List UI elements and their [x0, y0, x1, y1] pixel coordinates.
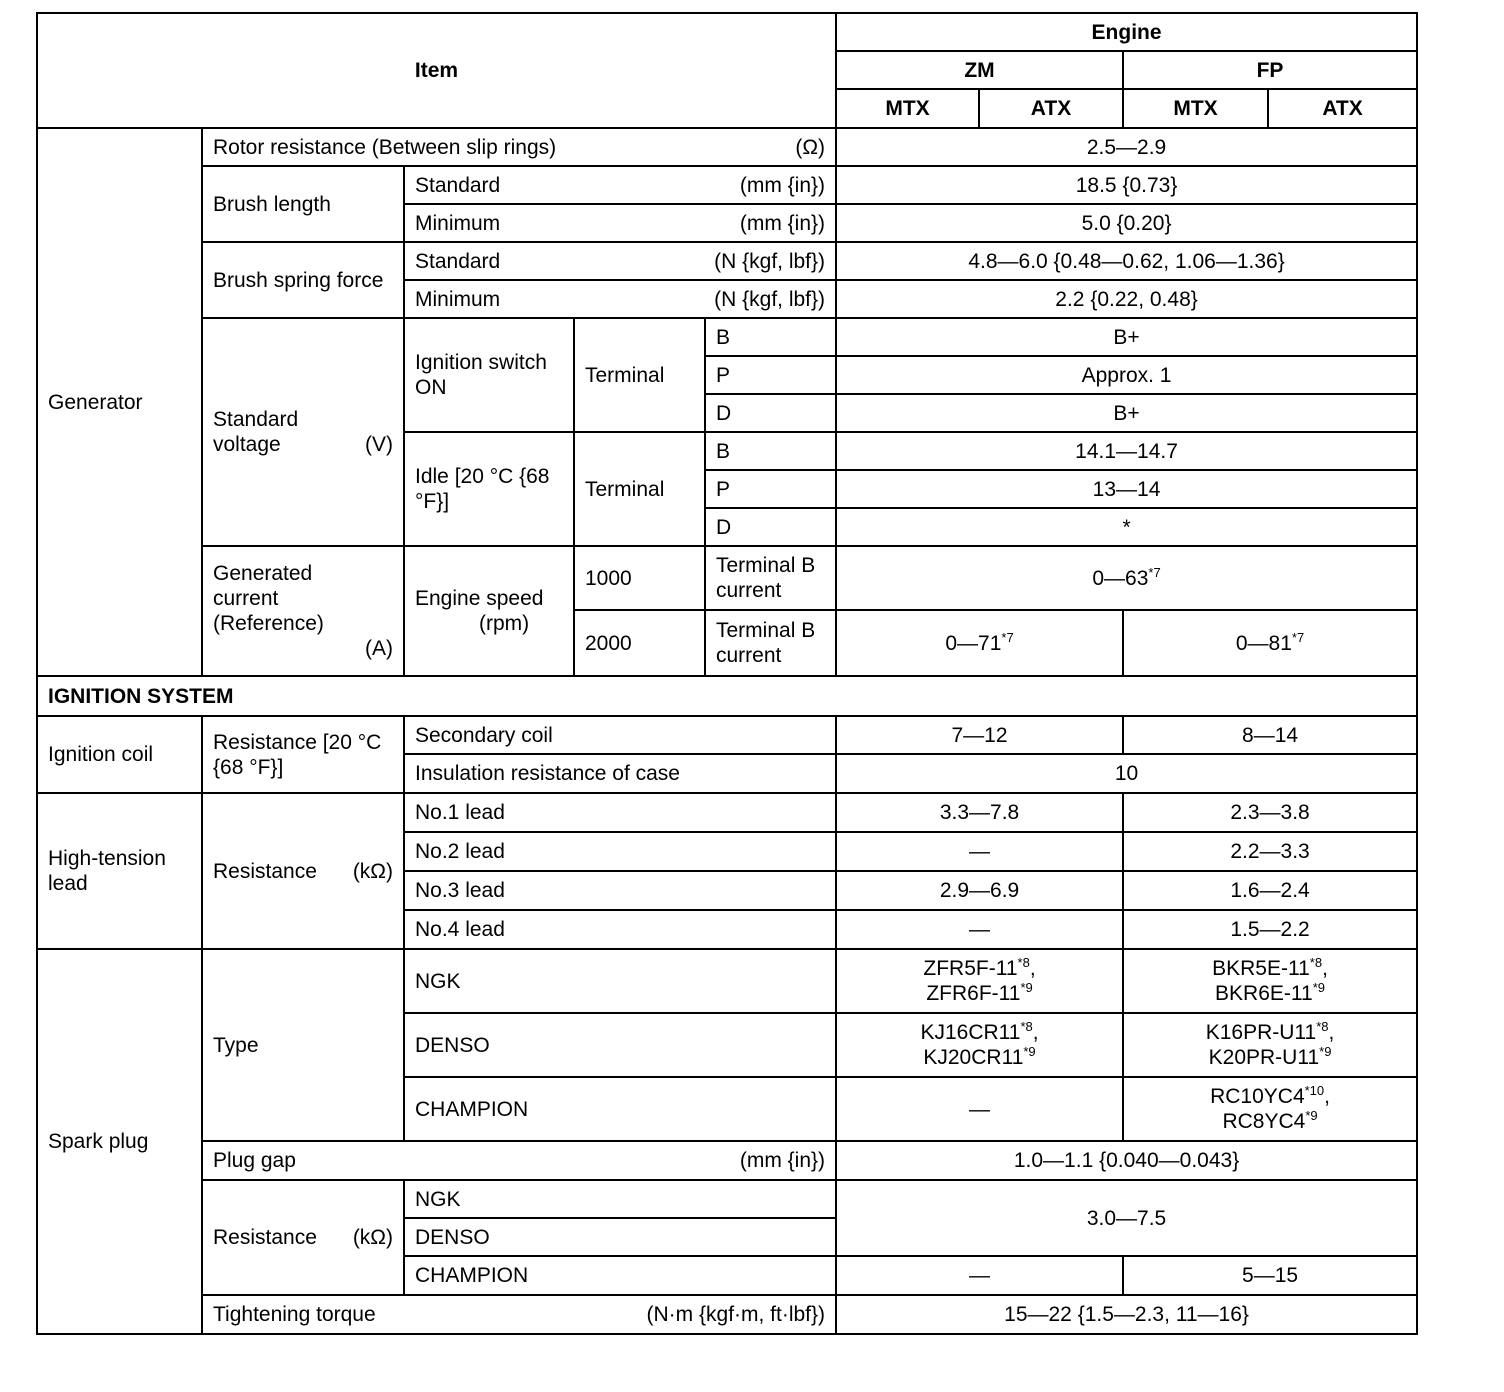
- ignition-on-terminal-p: P: [705, 356, 836, 394]
- zm-mtx-header: MTX: [836, 89, 979, 128]
- ngk-zm-comma: ,: [1029, 957, 1036, 980]
- brush-length-standard-cell: [404, 166, 836, 204]
- current-2000-zm-value: [836, 610, 1123, 676]
- plug-resistance-unit: (kΩ): [352, 1226, 393, 1249]
- ngk-zm-part-2: ZFR6F-11: [926, 982, 1021, 1005]
- ignition-on-terminal-label: Terminal: [574, 318, 705, 432]
- tightening-torque-label: Tightening torque: [213, 1303, 376, 1326]
- denso-fp-line-1: [1134, 1020, 1406, 1045]
- brush-length-minimum-value: 5.0 {0.20}: [836, 204, 1417, 242]
- engine-speed-label: Engine speed: [415, 587, 544, 610]
- ngk-fp-note-2: *9: [1312, 980, 1326, 995]
- denso-zm-note-1: *8: [1020, 1019, 1033, 1034]
- denso-zm-part-2: KJ20CR11: [923, 1046, 1024, 1069]
- secondary-coil-zm-value: 7—12: [836, 716, 1123, 754]
- current-2000-fp-number: 0—81: [1235, 631, 1292, 655]
- denso-zm-note-2: *9: [1023, 1044, 1036, 1059]
- brush-length-minimum-label: Minimum: [415, 211, 501, 235]
- ignition-on-terminal-b: B: [705, 318, 836, 356]
- speed-2000: 2000: [574, 610, 705, 676]
- idle-terminal-b: B: [705, 432, 836, 470]
- item-header: Item: [37, 13, 836, 128]
- rotor-resistance-label: Rotor resistance (Between slip rings): [213, 135, 557, 159]
- spark-plug-label: Spark plug: [37, 949, 202, 1334]
- denso-zm-line-1: [847, 1020, 1112, 1045]
- denso-zm-comma: ,: [1032, 1021, 1039, 1044]
- generator-label: Generator: [37, 128, 202, 676]
- champion-fp-note-1: *10: [1304, 1083, 1325, 1098]
- denso-fp-value: [1123, 1013, 1417, 1077]
- ignition-coil-resistance-label: Resistance [20 °C {68 °F}]: [202, 716, 404, 793]
- denso-fp-note-2: *9: [1319, 1044, 1332, 1059]
- rotor-resistance-value: 2.5—2.9: [836, 128, 1417, 166]
- brush-length-standard-label: Standard: [415, 173, 501, 197]
- generated-current-unit: (A): [365, 637, 393, 660]
- standard-voltage-unit: (V): [365, 433, 393, 456]
- brush-spring-minimum-cell: [404, 280, 836, 318]
- idle-terminal-p: P: [705, 470, 836, 508]
- denso-type-label: DENSO: [404, 1013, 836, 1077]
- idle-label: Idle [20 °C {68 °F}]: [404, 432, 574, 546]
- idle-terminal-d: D: [705, 508, 836, 546]
- brush-spring-standard-value: 4.8—6.0 {0.48—0.62, 1.06—1.36}: [836, 242, 1417, 280]
- brush-spring-standard-cell: [404, 242, 836, 280]
- brush-spring-minimum-label: Minimum: [415, 287, 501, 311]
- engine-header: Engine: [836, 13, 1417, 51]
- spark-plug-type-label: Type: [202, 949, 404, 1141]
- idle-terminal-d-value: *: [836, 508, 1417, 546]
- denso-zm-value: [836, 1013, 1123, 1077]
- champion-zm-value: —: [836, 1077, 1123, 1141]
- brush-length-minimum-cell: [404, 204, 836, 242]
- secondary-coil-label: Secondary coil: [404, 716, 836, 754]
- zm-atx-header: ATX: [979, 89, 1123, 128]
- zm-header: ZM: [836, 51, 1123, 89]
- plug-resistance-cell: [202, 1180, 404, 1295]
- speed-1000: 1000: [574, 546, 705, 610]
- ngk-zm-part-1: ZFR5F-11: [923, 957, 1018, 980]
- current-1000-number: 0—63: [1092, 566, 1149, 590]
- terminal-b-current-1000: Terminal B current: [705, 546, 836, 610]
- lead-2-label: No.2 lead: [404, 832, 836, 871]
- brush-length-standard-unit: (mm {in}): [739, 173, 826, 197]
- denso-fp-part-1: K16PR-U11: [1205, 1021, 1317, 1044]
- brush-spring-label: Brush spring force: [202, 242, 404, 318]
- ngk-fp-line-2: [1134, 981, 1406, 1006]
- ngk-fp-value: [1123, 949, 1417, 1013]
- ngk-zm-note-2: *9: [1020, 980, 1033, 995]
- plug-resistance-ngk: NGK: [404, 1180, 836, 1218]
- ngk-fp-note-1: *8: [1309, 955, 1323, 970]
- denso-fp-note-1: *8: [1316, 1019, 1329, 1034]
- plug-resistance-denso: DENSO: [404, 1218, 836, 1256]
- plug-resistance-champion: CHAMPION: [404, 1256, 836, 1295]
- denso-fp-part-2: K20PR-U11: [1208, 1046, 1320, 1069]
- lead-4-zm-value: —: [836, 910, 1123, 949]
- lead-2-fp-value: 2.2—3.3: [1123, 832, 1417, 871]
- ngk-zm-line-2: [847, 981, 1112, 1006]
- fp-header: FP: [1123, 51, 1417, 89]
- terminal-b-current-2000: Terminal B current: [705, 610, 836, 676]
- brush-length-standard-value: 18.5 {0.73}: [836, 166, 1417, 204]
- plug-gap-cell: [202, 1141, 836, 1180]
- lead-2-zm-value: —: [836, 832, 1123, 871]
- idle-terminal-b-value: 14.1—14.7: [836, 432, 1417, 470]
- ht-lead-resistance-label: Resistance: [213, 859, 317, 883]
- tightening-torque-unit: (N·m {kgf·m, ft·lbf}): [646, 1303, 826, 1326]
- standard-voltage-label: Standard voltage: [213, 408, 299, 456]
- fp-mtx-header: MTX: [1123, 89, 1268, 128]
- ngk-zm-value: [836, 949, 1123, 1013]
- insulation-resistance-value: 10: [836, 754, 1417, 793]
- current-1000-note: *7: [1148, 564, 1161, 580]
- plug-resistance-champion-zm-value: —: [836, 1256, 1123, 1295]
- plug-resistance-label: Resistance: [213, 1226, 317, 1249]
- tightening-torque-value: 15—22 {1.5—2.3, 11—16}: [836, 1295, 1417, 1334]
- generated-current-cell: [202, 546, 404, 676]
- engine-speed-unit: (rpm): [479, 612, 530, 635]
- engine-speed-cell: [404, 546, 574, 676]
- lead-1-zm-value: 3.3—7.8: [836, 793, 1123, 832]
- ht-lead-resistance-cell: [202, 793, 404, 949]
- ignition-on-terminal-b-value: B+: [836, 318, 1417, 356]
- ignition-on-terminal-p-value: Approx. 1: [836, 356, 1417, 394]
- current-2000-fp-value: [1123, 610, 1417, 676]
- ignition-on-label: Ignition switch ON: [404, 318, 574, 432]
- current-1000-value: [836, 546, 1417, 610]
- current-2000-fp-note: *7: [1291, 629, 1305, 645]
- plug-gap-unit: (mm {in}): [739, 1149, 826, 1172]
- champion-fp-part-1: RC10YC4: [1210, 1085, 1305, 1108]
- lead-3-label: No.3 lead: [404, 871, 836, 910]
- rotor-resistance-cell: [202, 128, 836, 166]
- insulation-resistance-label: Insulation resistance of case: [404, 754, 836, 793]
- champion-fp-comma: ,: [1324, 1085, 1330, 1108]
- ngk-zm-note-1: *8: [1017, 955, 1030, 970]
- ngk-zm-line-1: [847, 956, 1112, 981]
- plug-resistance-champion-fp-value: 5—15: [1123, 1256, 1417, 1295]
- champion-fp-value: [1123, 1077, 1417, 1141]
- lead-3-zm-value: 2.9—6.9: [836, 871, 1123, 910]
- denso-fp-line-2: [1134, 1045, 1406, 1070]
- specification-table: [36, 12, 1418, 1335]
- champion-fp-note-2: *9: [1305, 1108, 1318, 1123]
- idle-terminal-label: Terminal: [574, 432, 705, 546]
- brush-spring-standard-unit: (N {kgf, lbf}): [714, 249, 826, 273]
- generated-current-label: Generated current (Reference): [213, 562, 324, 635]
- idle-terminal-p-value: 13—14: [836, 470, 1417, 508]
- lead-4-label: No.4 lead: [404, 910, 836, 949]
- lead-1-label: No.1 lead: [404, 793, 836, 832]
- lead-4-fp-value: 1.5—2.2: [1123, 910, 1417, 949]
- ignition-coil-label: Ignition coil: [37, 716, 202, 793]
- brush-spring-minimum-value: 2.2 {0.22, 0.48}: [836, 280, 1417, 318]
- standard-voltage-cell: [202, 318, 404, 546]
- ignition-on-terminal-d-value: B+: [836, 394, 1417, 432]
- ignition-system-heading: IGNITION SYSTEM: [37, 676, 1417, 716]
- plug-gap-label: Plug gap: [213, 1149, 296, 1172]
- rotor-resistance-unit: (Ω): [795, 135, 826, 159]
- denso-zm-part-1: KJ16CR11: [920, 1021, 1021, 1044]
- denso-fp-comma: ,: [1328, 1021, 1335, 1044]
- lead-3-fp-value: 1.6—2.4: [1123, 871, 1417, 910]
- ngk-fp-part-1: BKR5E-11: [1212, 957, 1310, 980]
- current-2000-zm-number: 0—71: [945, 631, 1002, 655]
- lead-1-fp-value: 2.3—3.8: [1123, 793, 1417, 832]
- plug-resistance-ngk-denso-value: 3.0—7.5: [836, 1180, 1417, 1256]
- plug-gap-value: 1.0—1.1 {0.040—0.043}: [836, 1141, 1417, 1180]
- champion-fp-part-2: RC8YC4: [1222, 1110, 1306, 1133]
- ngk-fp-part-2: BKR6E-11: [1215, 982, 1313, 1005]
- ngk-fp-comma: ,: [1322, 957, 1328, 980]
- tightening-torque-cell: [202, 1295, 836, 1334]
- champion-type-label: CHAMPION: [404, 1077, 836, 1141]
- champion-fp-line-2: [1134, 1109, 1406, 1134]
- brush-spring-standard-label: Standard: [415, 249, 501, 273]
- current-2000-zm-note: *7: [1001, 629, 1014, 645]
- brush-length-label: Brush length: [202, 166, 404, 242]
- brush-spring-minimum-unit: (N {kgf, lbf}): [714, 287, 826, 311]
- secondary-coil-fp-value: 8—14: [1123, 716, 1417, 754]
- ngk-fp-line-1: [1134, 956, 1406, 981]
- ht-lead-resistance-unit: (kΩ): [352, 859, 393, 883]
- denso-zm-line-2: [847, 1045, 1112, 1070]
- high-tension-lead-label: High-tension lead: [37, 793, 202, 949]
- brush-length-minimum-unit: (mm {in}): [739, 211, 826, 235]
- champion-fp-line-1: [1134, 1084, 1406, 1109]
- fp-atx-header: ATX: [1268, 89, 1417, 128]
- ignition-on-terminal-d: D: [705, 394, 836, 432]
- ngk-type-label: NGK: [404, 949, 836, 1013]
